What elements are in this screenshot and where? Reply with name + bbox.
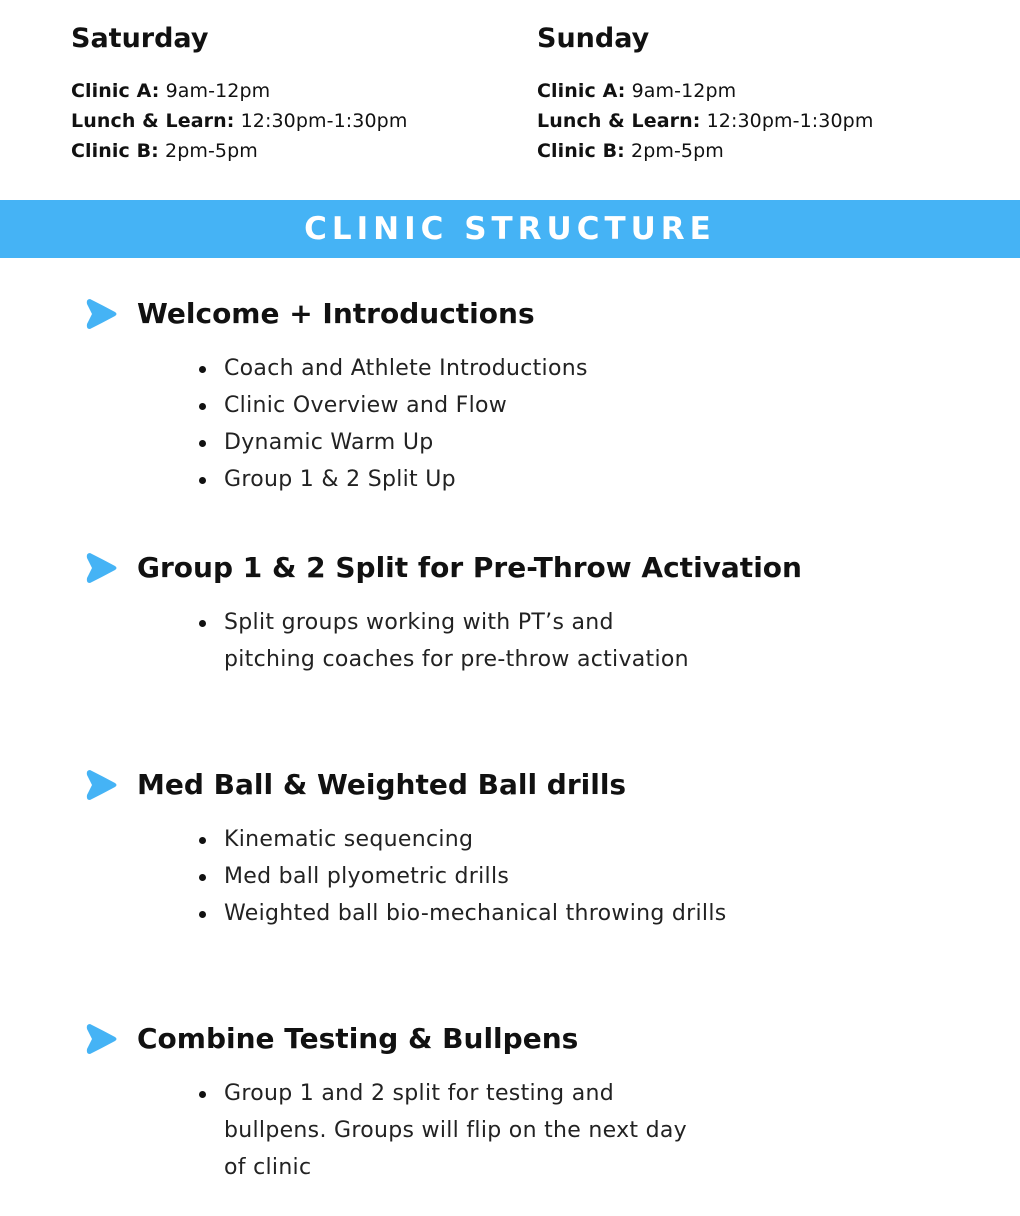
day-title: Sunday: [537, 23, 650, 54]
list-item: Kinematic sequencing: [224, 821, 784, 858]
section-title: Med Ball & Weighted Ball drills: [137, 768, 627, 801]
section-title: Combine Testing & Bullpens: [137, 1022, 579, 1055]
section-header: [84, 296, 984, 336]
list-item: Med ball plyometric drills: [224, 858, 784, 895]
list-item: Group 1 & 2 Split Up: [224, 461, 744, 498]
list-item: Clinic Overview and Flow: [224, 387, 744, 424]
section-items: [84, 821, 984, 932]
list-item: Coach and Athlete Introductions: [224, 350, 744, 387]
slot-label: Clinic A:: [71, 80, 160, 102]
slot-time: 12:30pm-1:30pm: [706, 110, 874, 132]
play-arrow-icon: [84, 1021, 118, 1057]
section-title: Welcome + Introductions: [137, 297, 535, 330]
slot-label: Clinic B:: [537, 140, 625, 162]
slot-time: 2pm-5pm: [165, 140, 258, 162]
sunday-schedule: [537, 22, 977, 166]
section-pre-throw-activation: [84, 550, 984, 678]
section-combine-testing: [84, 1021, 984, 1186]
section-items: [84, 604, 984, 678]
slot-label: Clinic B:: [71, 140, 159, 162]
list-item: Split groups working with PT’s and pitching coaches for pre-throw activation: [224, 604, 694, 678]
schedule-slot: [71, 106, 511, 136]
clinic-structure-banner: [0, 200, 1020, 258]
slot-time: 9am-12pm: [165, 80, 271, 102]
list-item: Weighted ball bio-mechanical throwing drills: [224, 895, 784, 932]
schedule-slot: [71, 136, 511, 166]
play-arrow-icon: [84, 767, 118, 803]
slot-label: Lunch & Learn:: [537, 110, 701, 132]
section-header: [84, 1021, 984, 1061]
play-arrow-icon: [84, 550, 118, 586]
section-title: Group 1 & 2 Split for Pre-Throw Activation: [137, 551, 802, 584]
schedule-slot: [537, 76, 977, 106]
slot-time: 2pm-5pm: [631, 140, 724, 162]
section-header: [84, 767, 984, 807]
day-title: Saturday: [71, 23, 209, 54]
section-items: [84, 350, 984, 498]
slot-label: Clinic A:: [537, 80, 626, 102]
schedule: [0, 0, 1020, 200]
list-item: Group 1 and 2 split for testing and bullpens. Groups will flip on the next day of clinic: [224, 1075, 714, 1186]
schedule-slot: [537, 136, 977, 166]
section-welcome: [84, 296, 984, 498]
slot-label: Lunch & Learn:: [71, 110, 235, 132]
play-arrow-icon: [84, 296, 118, 332]
schedule-slot: [537, 106, 977, 136]
banner-title: CLINIC STRUCTURE: [304, 211, 716, 247]
slot-time: 12:30pm-1:30pm: [240, 110, 408, 132]
saturday-schedule: [71, 22, 511, 166]
list-item: Dynamic Warm Up: [224, 424, 744, 461]
section-ball-drills: [84, 767, 984, 932]
slot-time: 9am-12pm: [631, 80, 737, 102]
section-header: [84, 550, 984, 590]
section-items: [84, 1075, 984, 1186]
schedule-slot: [71, 76, 511, 106]
